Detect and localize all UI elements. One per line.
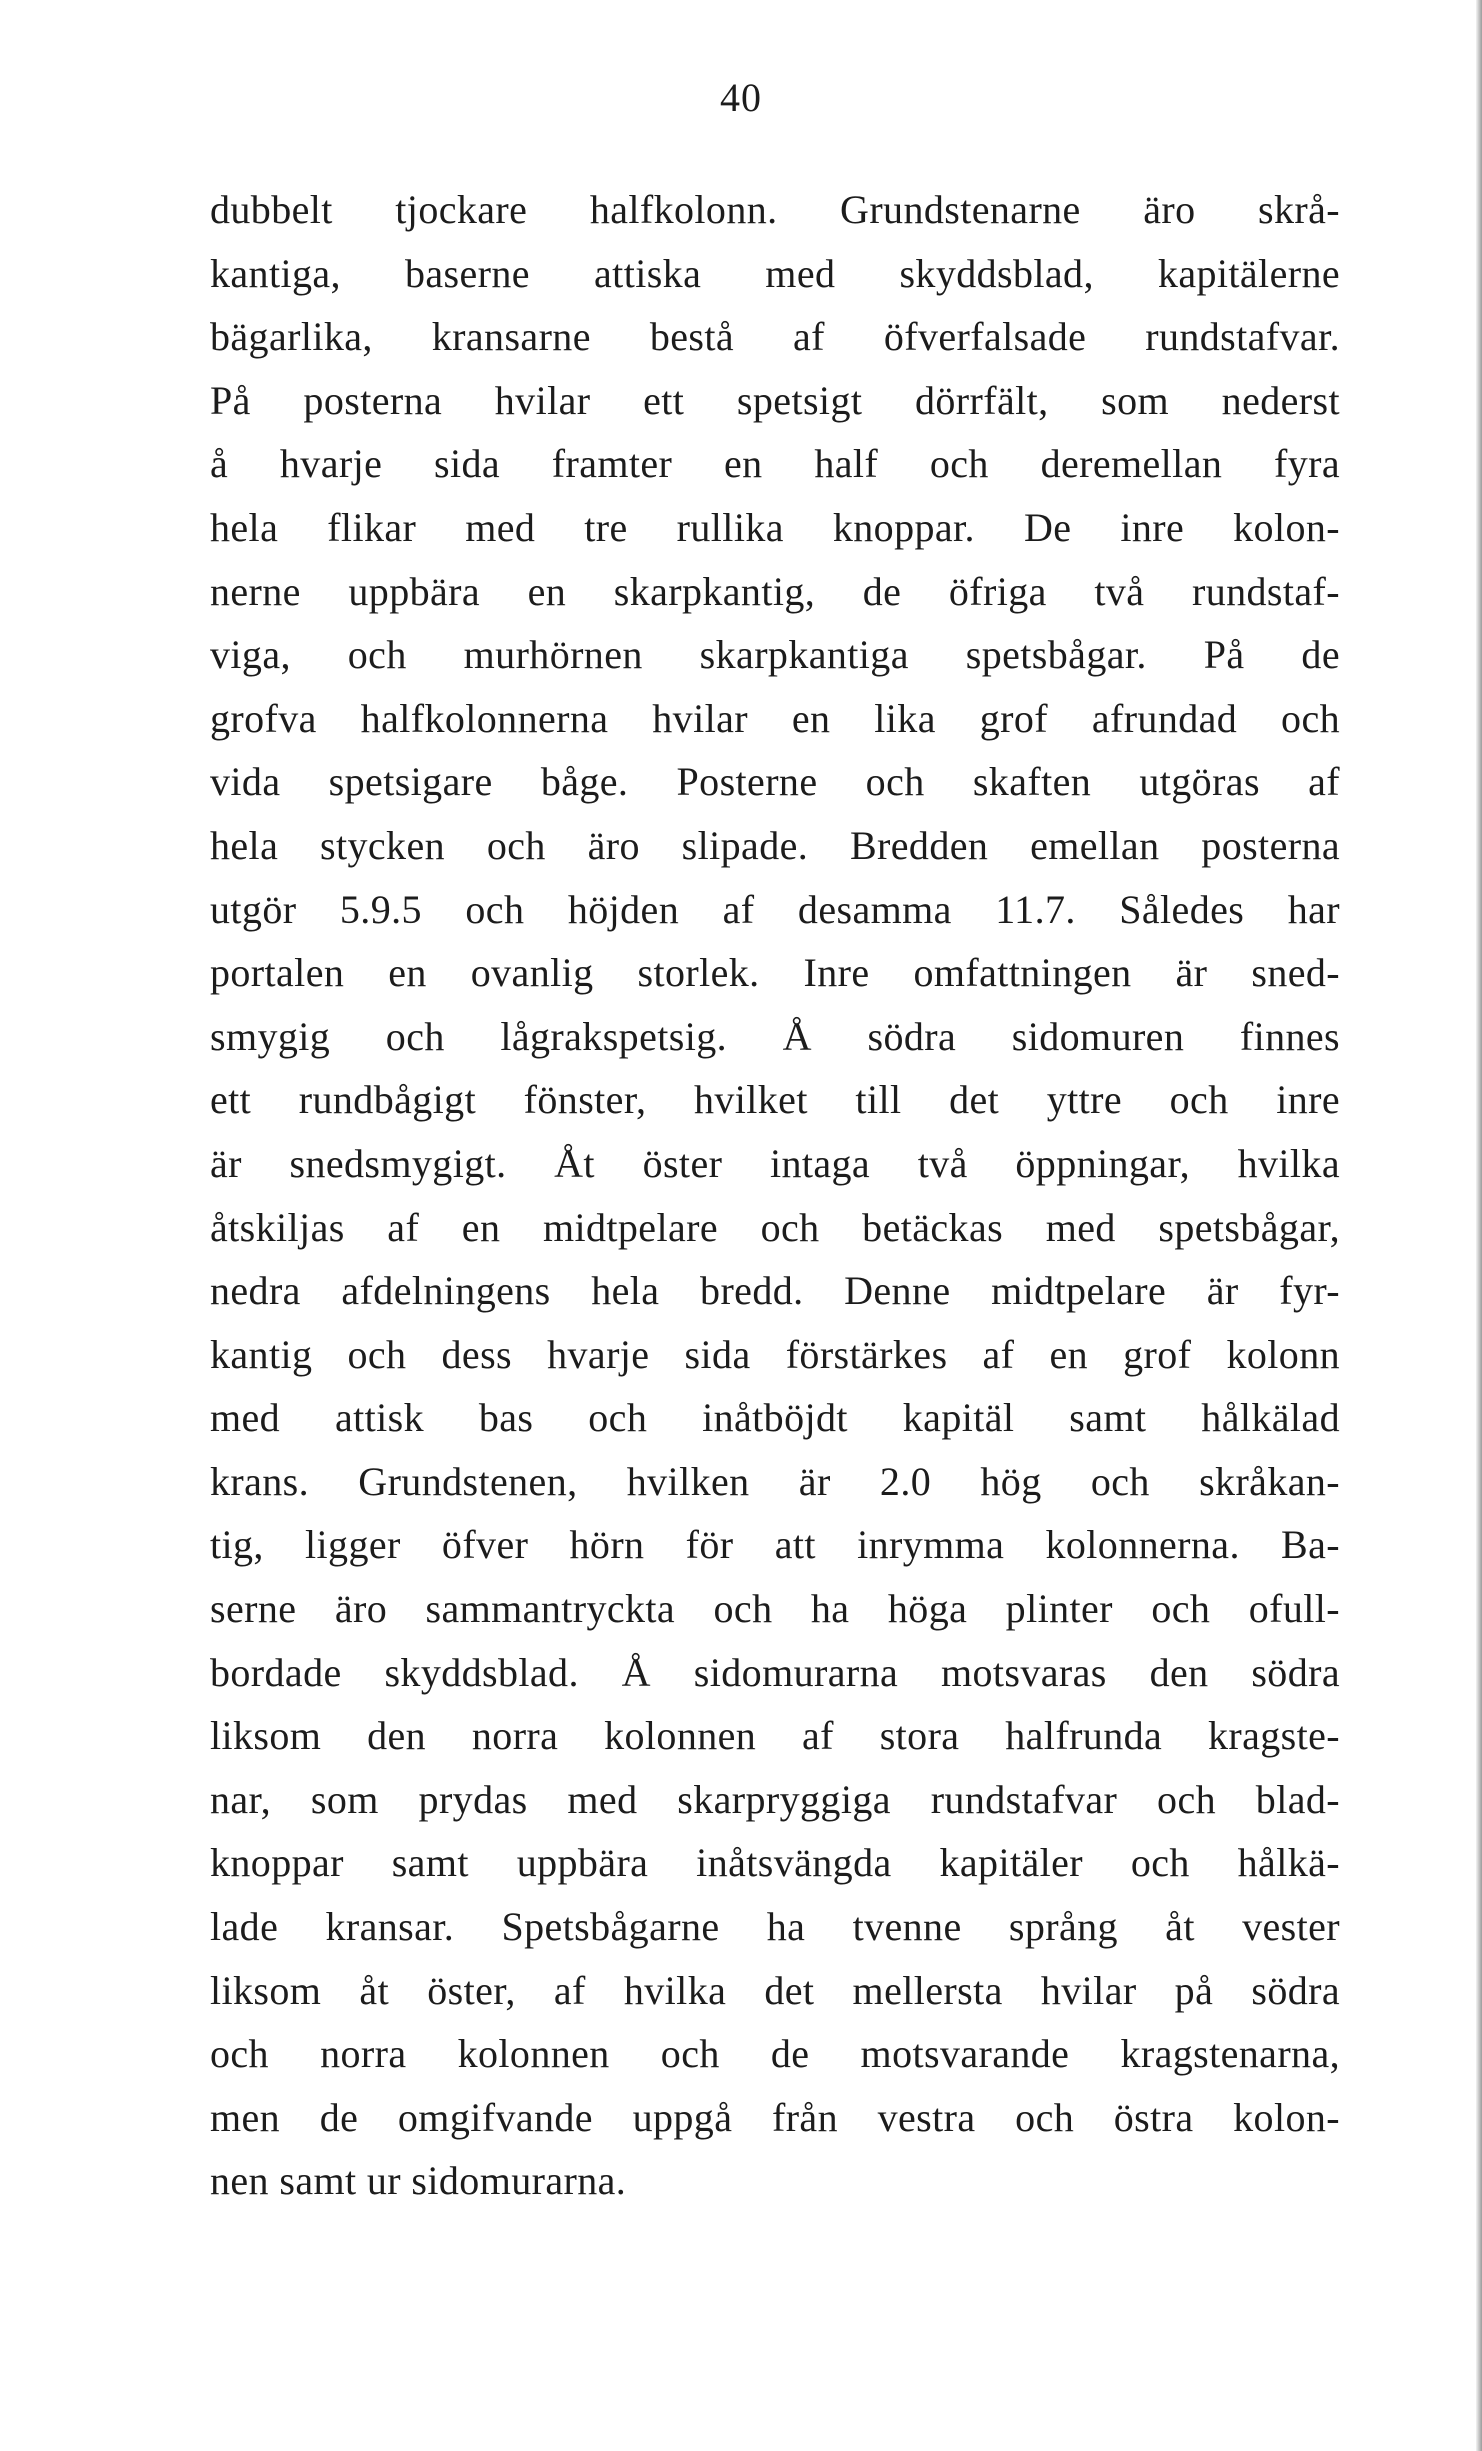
text-line: serne äro sammantryckta och ha höga plinter och ofull- — [210, 1586, 1340, 1632]
page-number: 40 — [720, 75, 762, 120]
text-line: dubbelt tjockare halfkolonn. Grundstenarne äro skrå- — [210, 187, 1340, 232]
text-line: hela stycken och äro slipade. Bredden emellan posterna — [210, 822, 1340, 868]
text-line: nen samt ur sidomurarna. — [210, 2158, 627, 2204]
text-line: liksom åt öster, af hvilka det mellersta hvilar på södra — [210, 1967, 1340, 2013]
text-line: nar, som prydas med skarpryggiga rundstafvar och blad- — [210, 1776, 1340, 1822]
text-line: med attisk bas och inåtböjdt kapitäl samt hålkälad — [210, 1395, 1340, 1441]
text-line: nerne uppbära en skarpkantig, de öfriga två rundstaf- — [210, 568, 1340, 614]
text-line: kantig och dess hvarje sida förstärkes af en grof kolonn — [210, 1331, 1340, 1377]
text-line: vida spetsigare båge. Posterne och skaften utgöras af — [210, 759, 1340, 805]
text-line: smygig och lågrakspetsig. Å södra sidomuren finnes — [210, 1013, 1340, 1059]
text-line: och norra kolonnen och de motsvarande kragstenarna, — [210, 2031, 1340, 2077]
text-line: bägarlika, kransarne bestå af öfverfalsade rundstafvar. — [210, 314, 1340, 360]
text-line: krans. Grundstenen, hvilken är 2.0 hög och skråkan- — [210, 1458, 1340, 1504]
text-line: viga, och murhörnen skarpkantiga spetsbågar. På de — [210, 632, 1340, 678]
text-line: portalen en ovanlig storlek. Inre omfattningen är sned- — [210, 950, 1340, 996]
text-line: På posterna hvilar ett spetsigt dörrfält, som nederst — [210, 377, 1340, 423]
text-line: nedra afdelningens hela bredd. Denne midtpelare är fyr- — [210, 1268, 1340, 1314]
text-line: hela flikar med tre rullika knoppar. De inre kolon- — [210, 504, 1340, 550]
text-line: är snedsmygigt. Åt öster intaga två öppningar, hvilka — [210, 1140, 1340, 1186]
text-line: åtskiljas af en midtpelare och betäckas med spetsbågar, — [210, 1204, 1340, 1250]
text-line: tig, ligger öfver hörn för att inrymma kolonnerna. Ba- — [210, 1522, 1340, 1568]
text-line: utgör 5.9.5 och höjden af desamma 11.7. Således har — [210, 886, 1340, 932]
text-line: grofva halfkolonnerna hvilar en lika grof afrundad och — [210, 695, 1340, 741]
body-text — [210, 178, 1340, 2213]
text-line: å hvarje sida framter en half och deremellan fyra — [210, 441, 1340, 487]
text-line: liksom den norra kolonnen af stora halfrunda kragste- — [210, 1713, 1340, 1759]
text-line: men de omgifvande uppgå från vestra och östra kolon- — [210, 2094, 1340, 2140]
text-line: ett rundbågigt fönster, hvilket till det yttre och inre — [210, 1077, 1340, 1123]
text-line: kantiga, baserne attiska med skyddsblad, kapitälerne — [210, 250, 1340, 296]
page-edge-shadow — [1476, 0, 1482, 2451]
text-line: knoppar samt uppbära inåtsvängda kapitäler och hålkä- — [210, 1840, 1340, 1886]
text-line: bordade skyddsblad. Å sidomurarna motsvaras den södra — [210, 1649, 1340, 1695]
text-line: lade kransar. Spetsbågarne ha tvenne språng åt vester — [210, 1904, 1340, 1950]
